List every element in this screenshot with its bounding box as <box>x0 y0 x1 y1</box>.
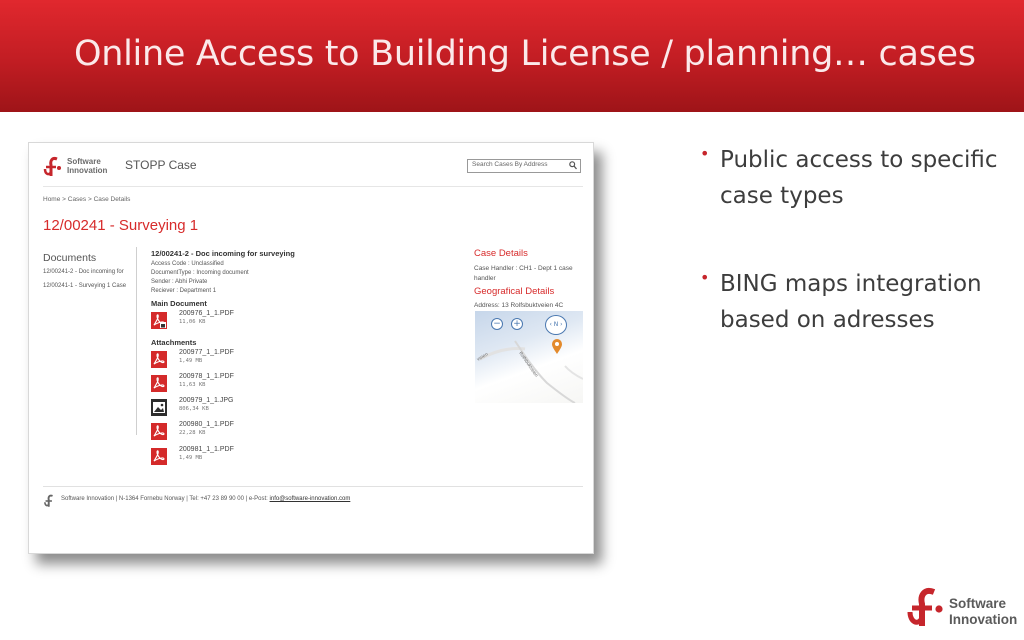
app-screenshot <box>28 142 594 554</box>
attachment-file[interactable] <box>151 373 351 395</box>
meta-access-code: Access Code : Unclassified <box>151 261 224 267</box>
footer-email-link[interactable]: info@software-innovation.com <box>269 496 351 502</box>
search-placeholder: Search Cases By Address <box>472 161 548 168</box>
image-icon <box>151 399 167 416</box>
pdf-icon <box>151 351 167 368</box>
app-title: STOPP Case <box>125 158 197 172</box>
main-document-file[interactable] <box>151 310 351 332</box>
meta-document-type: DocumentType : Incoming document <box>151 270 249 276</box>
file-size: 11,63 KB <box>179 382 206 388</box>
file-size: 1,49 MB <box>179 358 203 364</box>
document-details <box>151 249 481 296</box>
file-name[interactable]: 200977_1_1.PDF <box>179 349 234 356</box>
attachment-file[interactable] <box>151 421 351 443</box>
file-name[interactable]: 200981_1_1.PDF <box>179 446 234 453</box>
app-logo-line2: Innovation <box>67 166 108 175</box>
svg-text:veien: veien <box>476 351 490 363</box>
breadcrumb[interactable]: Home > Cases > Case Details <box>43 196 131 203</box>
meta-sender: Sender : Abhi Private <box>151 279 208 285</box>
footer-logo-icon <box>43 494 57 508</box>
footer-divider <box>43 486 583 487</box>
bullet-text: BING maps integration based on adresses <box>720 271 982 333</box>
search-icon[interactable] <box>569 161 577 170</box>
documents-heading: Documents <box>43 252 97 264</box>
document-meta <box>151 260 481 296</box>
file-size: 11,06 KB <box>179 319 206 325</box>
meta-receiver: Reciever : Department 1 <box>151 288 217 294</box>
brand-logo <box>906 584 1018 632</box>
case-details-heading: Case Details <box>474 248 528 259</box>
file-name[interactable]: 200978_1_1.PDF <box>179 373 234 380</box>
bullet-dot-icon: • <box>700 268 710 287</box>
case-handler: Case Handler : CH1 - Dept 1 case handler <box>474 265 573 282</box>
footer-text <box>61 496 350 502</box>
search-input[interactable] <box>467 159 581 173</box>
pdf-lock-icon <box>151 312 167 329</box>
zoom-out-icon[interactable]: − <box>491 318 503 330</box>
attachment-file[interactable] <box>151 446 351 468</box>
pdf-icon <box>151 375 167 392</box>
brand-line2: Innovation <box>949 612 1018 627</box>
file-name[interactable]: 200980_1_1.PDF <box>179 421 234 428</box>
zoom-in-icon[interactable]: + <box>511 318 523 330</box>
brand-logo-icon <box>906 586 946 630</box>
geographical-details-heading: Geografical Details <box>474 286 555 297</box>
file-size: 806,34 KB <box>179 406 209 412</box>
file-size: 22,28 KB <box>179 430 206 436</box>
file-name[interactable]: 200979_1_1.JPG <box>179 397 234 404</box>
document-heading: 12/00241-2 - Doc incoming for surveying <box>151 249 295 258</box>
pdf-icon <box>151 448 167 465</box>
software-innovation-logo-icon <box>43 156 63 178</box>
brand-line1: Software <box>949 596 1007 611</box>
file-name[interactable]: 200976_1_1.PDF <box>179 310 234 317</box>
footer-contact: Software Innovation | N-1364 Fornebu Norway | Tel: +47 23 89 90 00 | e-Post: <box>61 496 270 502</box>
file-size: 1,49 MB <box>179 455 203 461</box>
bing-map[interactable] <box>475 311 583 403</box>
street-label: Rolfsbuktveien <box>518 350 540 378</box>
compass-label: N <box>553 321 559 328</box>
main-document-heading: Main Document <box>151 299 207 308</box>
map-roads <box>475 311 583 403</box>
case-title: 12/00241 - Surveying 1 <box>43 217 199 234</box>
attachments-heading: Attachments <box>151 338 197 347</box>
attachment-file[interactable] <box>151 349 351 371</box>
bullet-text: Public access to specific case types <box>720 147 998 209</box>
attachment-file[interactable] <box>151 397 351 419</box>
column-divider <box>136 247 137 435</box>
app-header <box>43 153 583 187</box>
app-logo-line1: Software <box>67 157 101 166</box>
title-banner <box>0 0 1024 112</box>
documents-list-item[interactable]: 12/00241-2 - Doc incoming for <box>43 269 124 275</box>
slide-title: Online Access to Building License / planning… cases <box>74 34 976 74</box>
documents-list-item[interactable]: 12/00241-1 - Surveying 1 Case <box>43 283 127 289</box>
address: Address: 13 Rolfsbuktveien 4C <box>474 302 564 309</box>
compass-icon[interactable]: ‹ N › <box>545 315 567 335</box>
pdf-icon <box>151 423 167 440</box>
bullet-dot-icon: • <box>700 144 710 163</box>
map-pin-icon[interactable] <box>551 339 563 355</box>
